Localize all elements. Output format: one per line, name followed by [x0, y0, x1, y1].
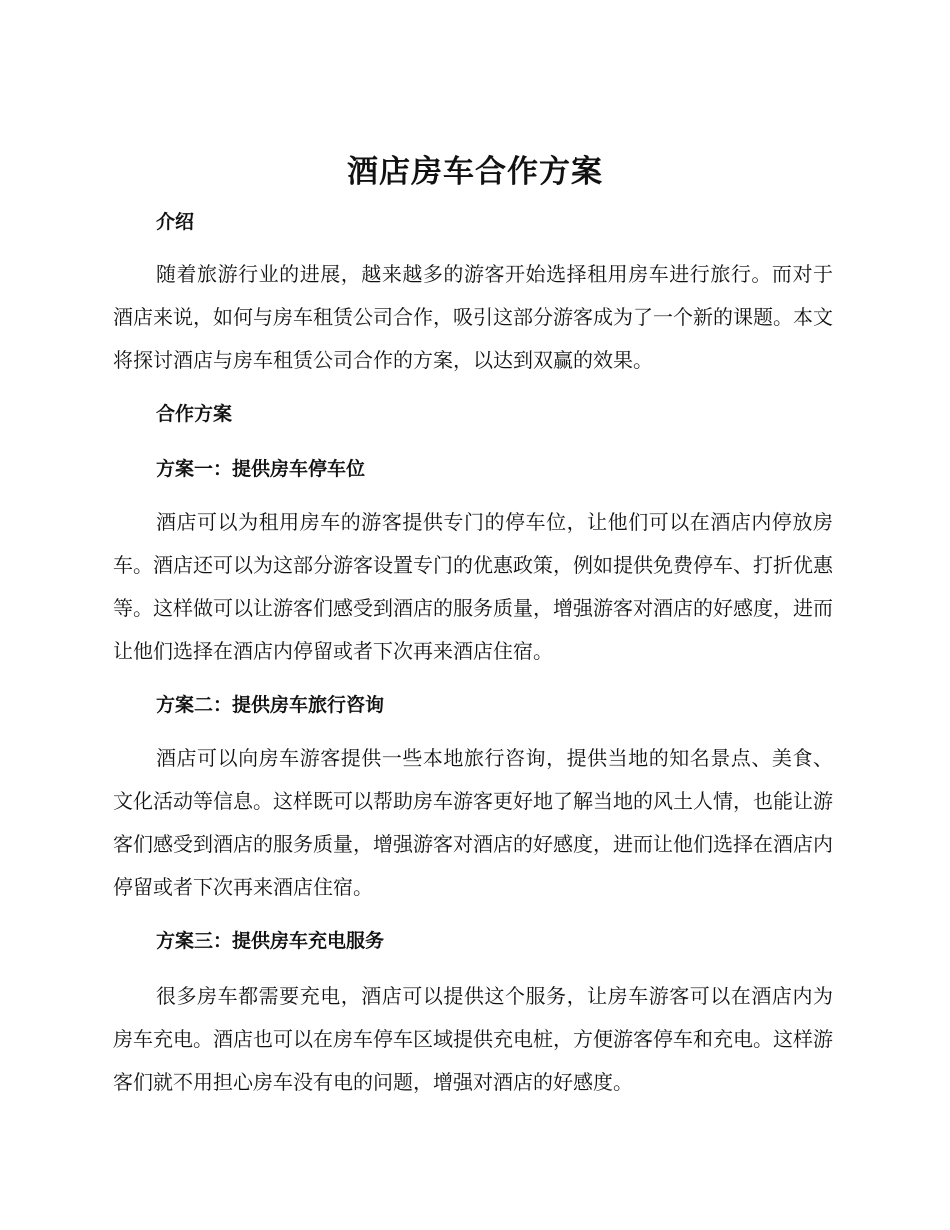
intro-heading: 介绍	[156, 211, 195, 233]
plan3-paragraph: 很多房车都需要充电，酒店可以提供这个服务，让房车游客可以在酒店内为房车充电。酒店也可以在房车停车区域提供充电桩，方便游客停车和充电。这样游客们就不用担心房车没有电的问题，增强对酒店的好感度。	[113, 984, 833, 1094]
plan-heading: 合作方案	[156, 403, 233, 425]
plan2-heading: 方案二：提供房车旅行咨询	[156, 694, 385, 716]
document-title: 酒店房车合作方案	[347, 154, 603, 190]
intro-paragraph: 随着旅游行业的进展，越来越多的游客开始选择租用房车进行旅行。而对于酒店来说，如何与房车租赁公司合作，吸引这部分游客成为了一个新的课题。本文将探讨酒店与房车租赁公司合作的方案，以达到双赢的效果。	[113, 262, 833, 372]
plan1-paragraph: 酒店可以为租用房车的游客提供专门的停车位，让他们可以在酒店内停放房车。酒店还可以为这部分游客设置专门的优惠政策，例如提供免费停车、打折优惠等。这样做可以让游客们感受到酒店的服务质量，增强游客对酒店的好感度，进而让他们选择在酒店内停留或者下次再来酒店住宿。	[113, 510, 833, 663]
plan1-heading: 方案一：提供房车停车位	[156, 458, 366, 480]
plan2-paragraph: 酒店可以向房车游客提供一些本地旅行咨询，提供当地的知名景点、美食、文化活动等信息。这样既可以帮助房车游客更好地了解当地的风土人情，也能让游客们感受到酒店的服务质量，增强游客对酒店的好感度，进而让他们选择在酒店内停留或者下次再来酒店住宿。	[113, 746, 833, 899]
plan3-heading: 方案三：提供房车充电服务	[156, 930, 385, 952]
